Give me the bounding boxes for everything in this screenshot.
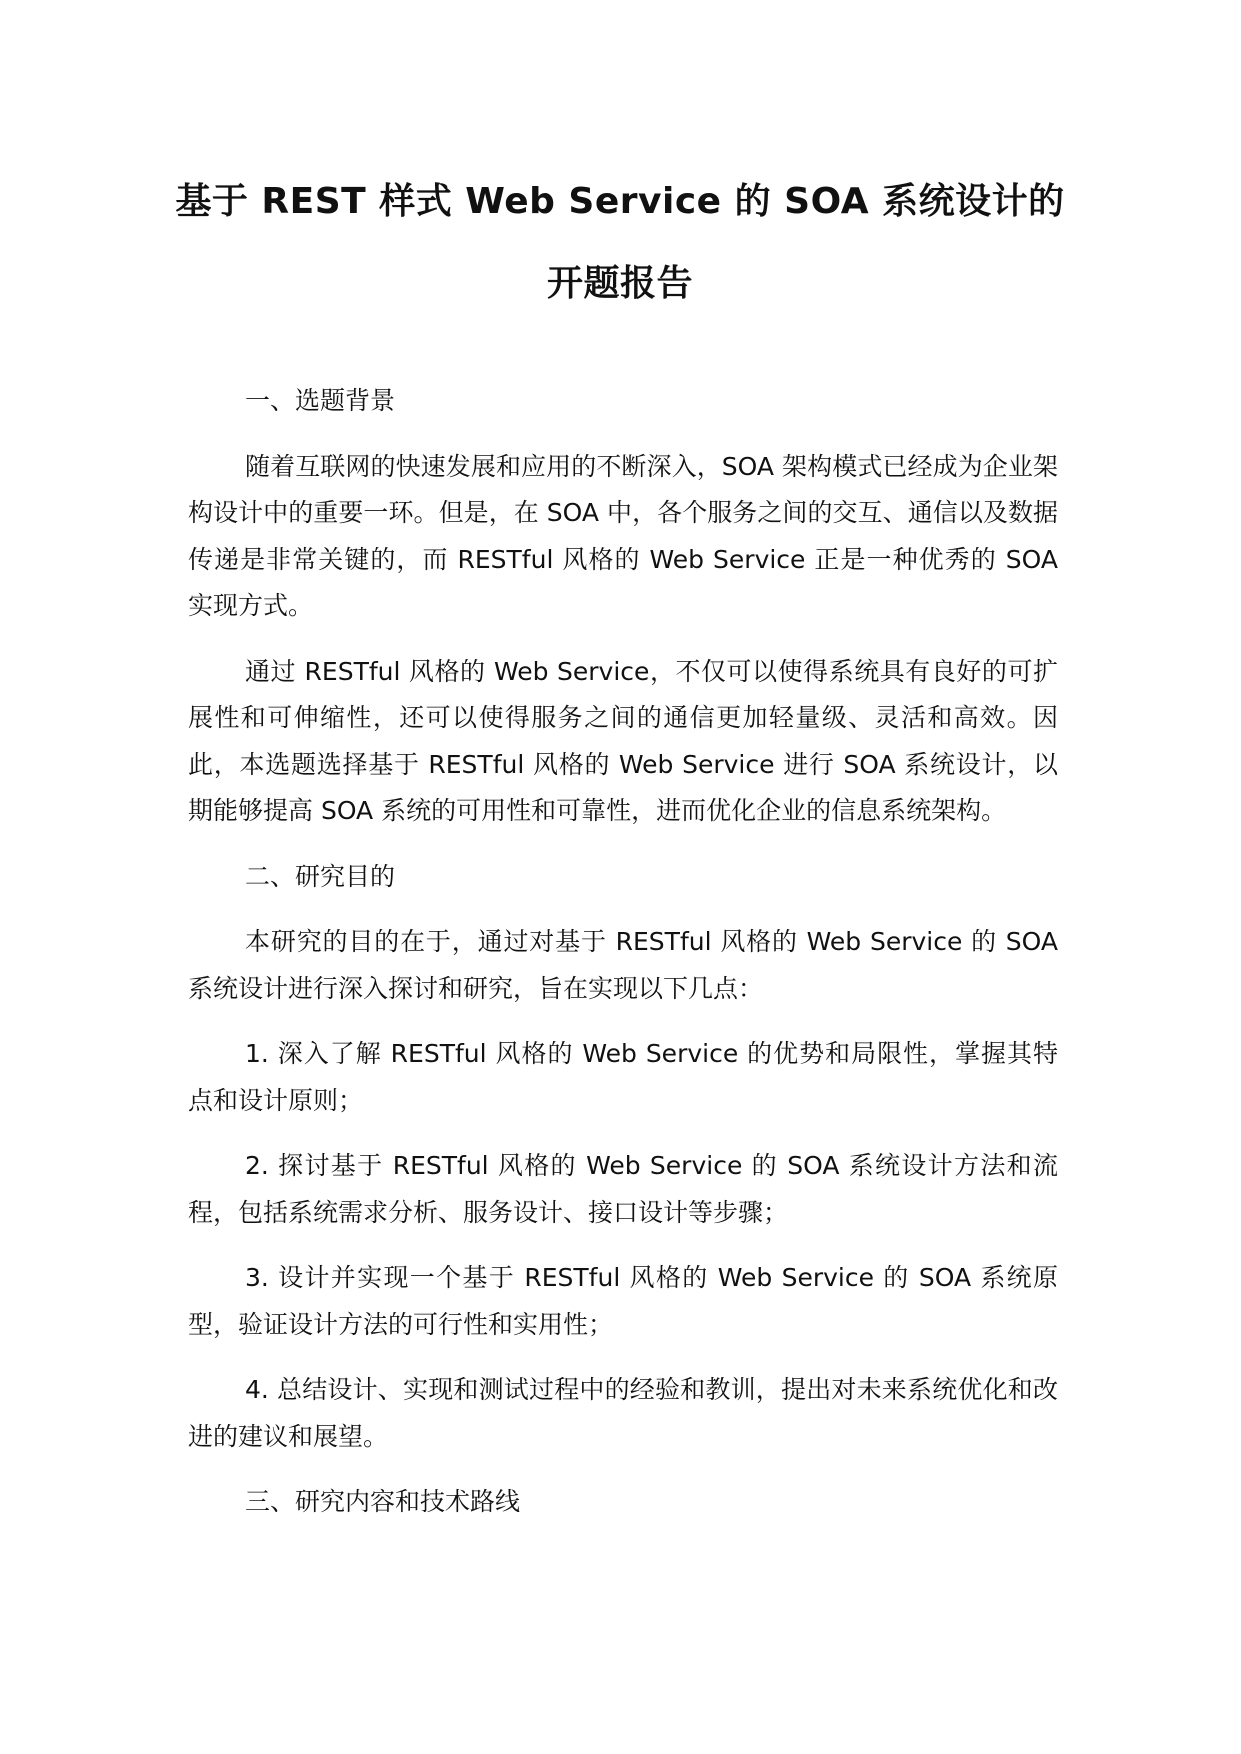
section-heading-background: 一、选题背景 [245,386,396,415]
list-item-3: 3. 设计并实现一个基于 RESTful 风格的 Web Service 的 SOA 系统原型，验证设计方法的可行性和实用性； [188,1263,1058,1339]
paragraph: 通过 RESTful 风格的 Web Service，不仅可以使得系统具有良好的可扩展性和可伸缩性，还可以使得服务之间的通信更加轻量级、灵活和高效。因此，本选题选择基于 RESTful 风格的 Web Service 进行 SOA 系统设计，以期能够提高 SOA 系统的可用性和可靠性，进而优化企业的信息系统架构。 [188,656,1058,825]
paragraph: 本研究的目的在于，通过对基于 RESTful 风格的 Web Service 的 SOA 系统设计进行深入探讨和研究，旨在实现以下几点： [188,927,1058,1003]
paragraph: 随着互联网的快速发展和应用的不断深入，SOA 架构模式已经成为企业架构设计中的重要一环。但是，在 SOA 中，各个服务之间的交互、通信以及数据传递是非常关键的，而 RESTful 风格的 Web Service 正是一种优秀的 SOA 实现方式。 [188,451,1058,620]
document-body [188,378,1058,1545]
section-heading-purpose: 二、研究目的 [245,861,396,891]
list-item-1: 1. 深入了解 RESTful 风格的 Web Service 的优势和局限性，掌握其特点和设计原则； [188,1039,1058,1115]
section-heading-content: 三、研究内容和技术路线 [245,1487,521,1516]
document-title-line-1: 基于 REST 样式 Web Service 的 SOA 系统设计的 [175,181,1065,222]
document-title-line-2: 开题报告 [546,263,693,304]
list-item-4: 4. 总结设计、实现和测试过程中的经验和教训，提出对未来系统优化和改进的建议和展望。 [188,1375,1058,1451]
list-item-2: 2. 探讨基于 RESTful 风格的 Web Service 的 SOA 系统设计方法和流程，包括系统需求分析、服务设计、接口设计等步骤； [188,1151,1058,1227]
